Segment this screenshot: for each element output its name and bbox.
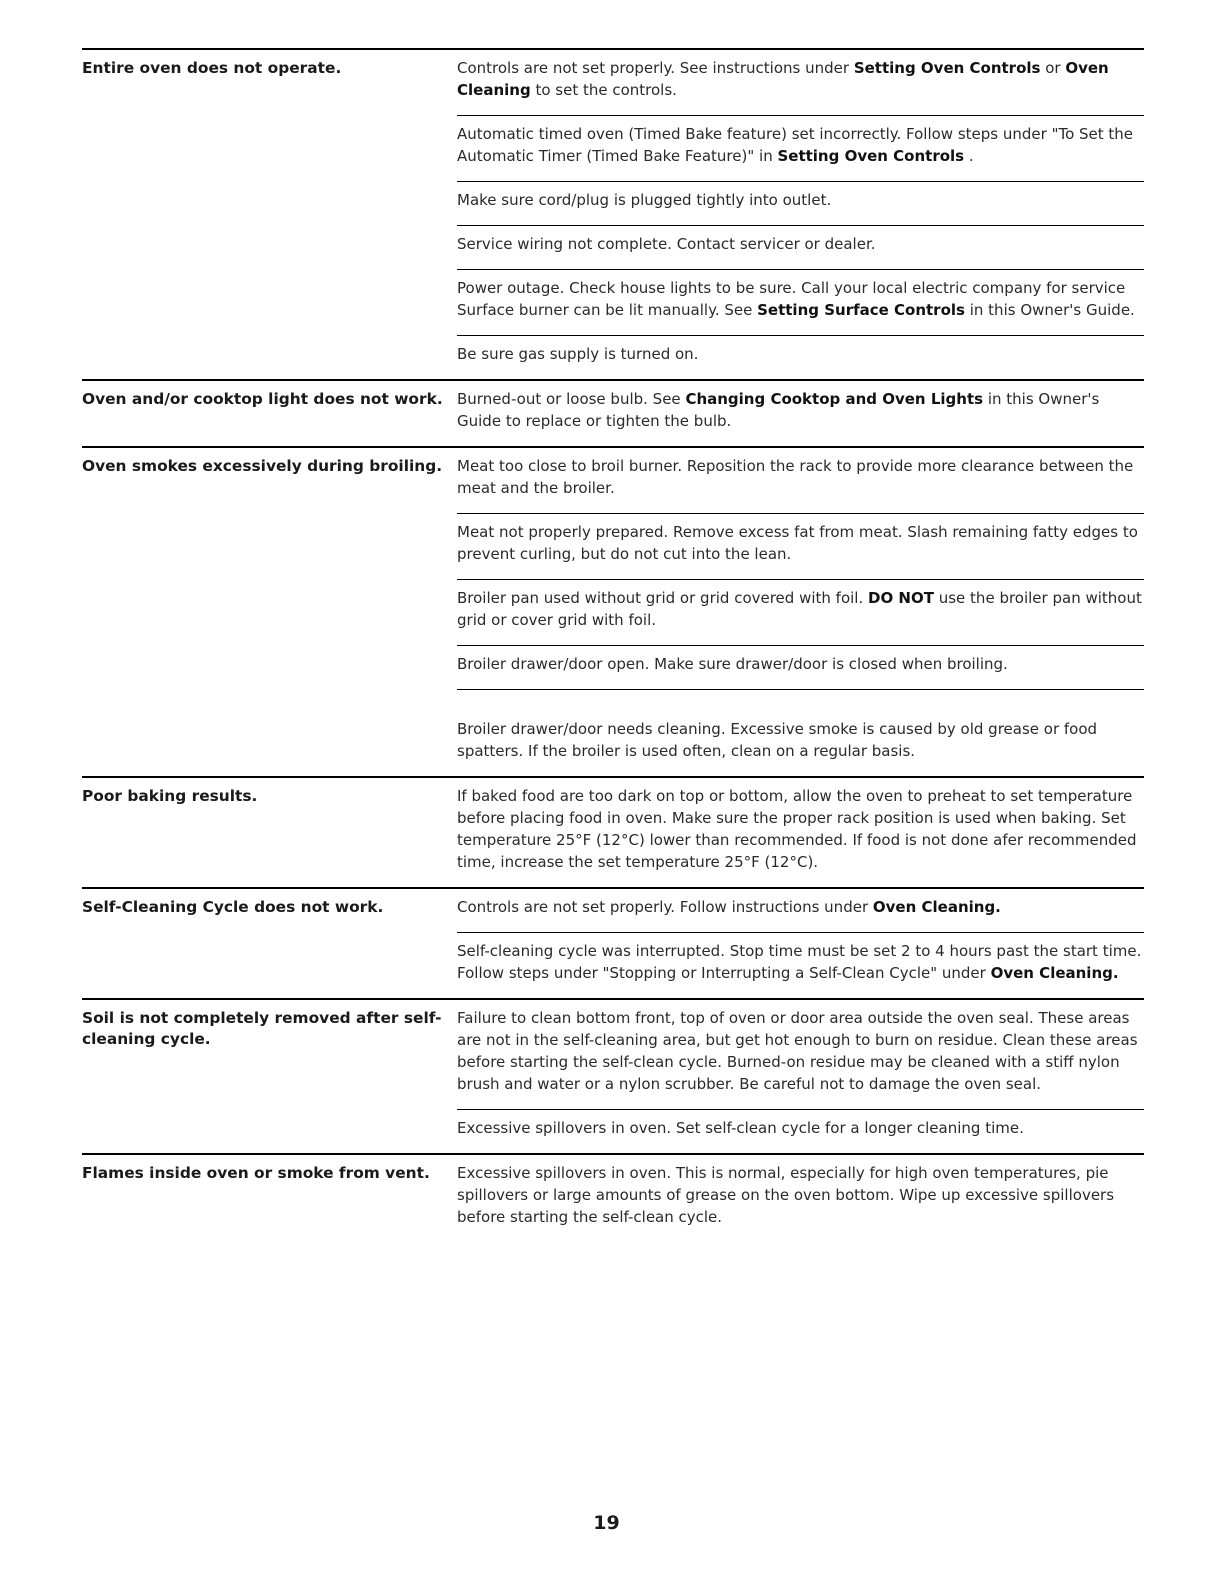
problem-text: Self-Cleaning Cycle does not work. (82, 898, 384, 916)
trouble-row (82, 48, 1144, 379)
cause-text: Power outage. Check house lights to be sure. Call your local electric company for service Surface burner can be lit manually. See Setting Surface Controls in this Owner's Guide. (457, 269, 1144, 335)
cause-text: Meat not properly prepared. Remove excess fat from meat. Slash remaining fatty edges to prevent curling, but do not cut into the lean. (457, 513, 1144, 579)
problem-text: Flames inside oven or smoke from vent. (82, 1164, 430, 1182)
cause-text: Service wiring not complete. Contact servicer or dealer. (457, 225, 1144, 269)
problem-text: Entire oven does not operate. (82, 59, 342, 77)
cause-text: If baked food are too dark on top or bottom, allow the oven to preheat to set temperature before placing food in oven. Make sure the proper rack position is used when baking. Set temperature 25°F (12°C) lower than recommended. If food is not done afer recommended time, increase the set temperature 25°F (12°C). (457, 787, 1137, 871)
trouble-row (82, 998, 1144, 1153)
page-number: 19 (593, 1512, 620, 1534)
cause-text: Broiler drawer/door open. Make sure drawer/door is closed when broiling. (457, 645, 1144, 689)
trouble-row (82, 887, 1144, 998)
emphasis-text: Oven Cleaning (457, 59, 1109, 99)
cause-text: Failure to clean bottom front, top of oven or door area outside the oven seal. These areas are not in the self-cleaning area, but get hot enough to burn on residue. Clean these areas before starting the self-clean cycle. Burned-on residue may be cleaned with a stiff nylon brush and water or a nylon scrubber. Be careful not to damage the oven seal. (457, 1009, 1138, 1093)
problem-text: Soil is not completely removed after self-cleaning cycle. (82, 1009, 442, 1048)
emphasis-text: Setting Oven Controls (777, 147, 965, 165)
cause-text: Meat too close to broil burner. Reposition the rack to provide more clearance between the meat and the broiler. (457, 457, 1134, 497)
causes-list (457, 889, 1144, 998)
cause-text: Controls are not set properly. See instructions under Setting Oven Controls or Oven Cleaning to set the controls. (457, 59, 1109, 99)
cause-text: Self-cleaning cycle was interrupted. Stop time must be set 2 to 4 hours past the start time. Follow steps under "Stopping or Interrupting a Self-Clean Cycle" under Oven Cleaning. (457, 932, 1144, 998)
problem-text: Oven smokes excessively during broiling. (82, 457, 443, 475)
emphasis-text: Oven Cleaning. (990, 964, 1119, 982)
cause-text: Controls are not set properly. Follow instructions under Oven Cleaning. (457, 898, 1001, 916)
trouble-row (82, 776, 1144, 887)
cause-text: Excessive spillovers in oven. This is normal, especially for high oven temperatures, pie spillovers or large amounts of grease on the oven bottom. Wipe up excessive spillovers before starting the self-clean cycle. (457, 1164, 1115, 1226)
emphasis-text: Changing Cooktop and Oven Lights (685, 390, 984, 408)
emphasis-text: Setting Surface Controls (757, 301, 965, 319)
cause-text: Make sure cord/plug is plugged tightly into outlet. (457, 181, 1144, 225)
cause-text: Broiler pan used without grid or grid covered with foil. DO NOT use the broiler pan without grid or cover grid with foil. (457, 579, 1144, 645)
emphasis-text: Oven Cleaning. (872, 898, 1001, 916)
trouble-row (82, 1153, 1144, 1242)
emphasis-text: Setting Oven Controls (853, 59, 1041, 77)
problem-text: Poor baking results. (82, 787, 258, 805)
problem-text: Oven and/or cooktop light does not work. (82, 390, 443, 408)
cause-text: Automatic timed oven (Timed Bake feature) set incorrectly. Follow steps under "To Set the Automatic Timer (Timed Bake Feature)" in Setting Oven Controls . (457, 115, 1144, 181)
troubleshooting-table (82, 48, 1144, 1242)
causes-list (457, 1000, 1144, 1153)
cause-text: Burned-out or loose bulb. See Changing Cooktop and Oven Lights in this Owner's Guide to replace or tighten the bulb. (457, 390, 1100, 430)
trouble-row (82, 446, 1144, 776)
cause-text: Be sure gas supply is turned on. (457, 335, 1144, 379)
causes-list (457, 778, 1144, 887)
cause-text: Broiler drawer/door needs cleaning. Excessive smoke is caused by old grease or food spatters. If the broiler is used often, clean on a regular basis. (457, 689, 1144, 776)
causes-list (457, 448, 1144, 776)
causes-list (457, 1155, 1144, 1242)
trouble-row (82, 379, 1144, 446)
causes-list (457, 381, 1144, 446)
causes-list (457, 50, 1144, 379)
emphasis-text: DO NOT (868, 589, 934, 607)
cause-text: Excessive spillovers in oven. Set self-clean cycle for a longer cleaning time. (457, 1109, 1144, 1153)
